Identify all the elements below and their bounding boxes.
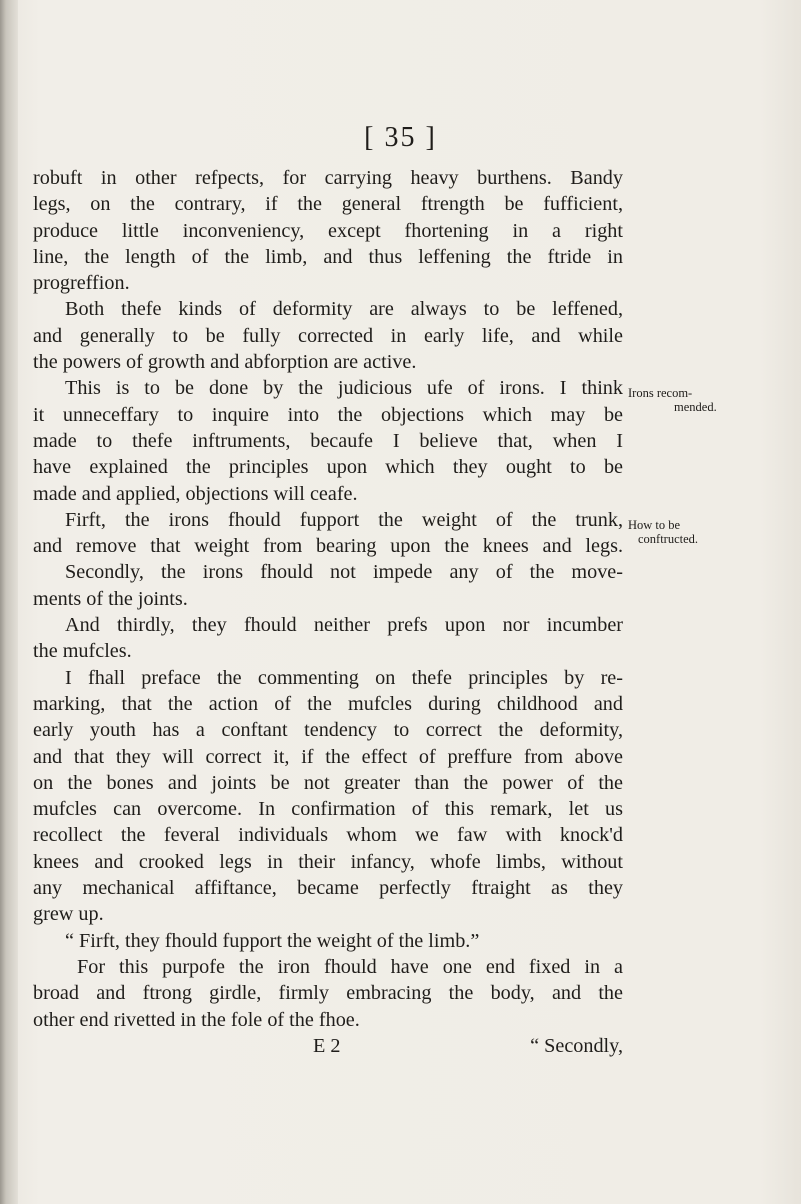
text-line: For this purpofe the iron fhould have one end fixed in a [77,955,623,978]
text-line: grew up. [33,903,104,926]
text-line: And thirdly, they fhould neither prefs upon nor incumber [65,614,623,637]
page-header: [ 35 ] [364,122,437,153]
catchword: “ Secondly, [530,1034,623,1057]
text-line: Both thefe kinds of deformity are always to be leffened, [65,298,623,321]
margin-note-line: Irons recom- [628,386,693,400]
text-line: any mechanical affiftance, became perfectly ftraight as they [33,877,623,900]
text-line: and generally to be fully corrected in early life, and while [33,324,623,347]
page-gutter [0,0,18,1204]
text-line: made and applied, objections will ceafe. [33,482,358,505]
page-footer-row [33,1033,623,1059]
text-line: and that they will correct it, if the effect of preffure from above [33,745,623,768]
text-line: on the bones and joints be not greater than the power of the [33,771,623,794]
body-text [33,165,623,1059]
text-line: legs, on the contrary, if the general ftrength be fufficient, [33,193,623,216]
margin-note-line: conftructed. [638,532,699,546]
text-line: recollect the feveral individuals whom we faw with knock'd [33,824,623,847]
text-line: early youth has a conftant tendency to correct the deformity, [33,719,623,742]
margin-note-line: mended. [674,400,717,414]
text-line: made to thefe inftruments, becaufe I believe that, when I [33,429,623,452]
text-line: ments of the joints. [33,587,188,610]
text-line: Firft, the irons fhould fupport the weight of the trunk, [65,508,623,531]
text-line: it unneceffary to inquire into the objections which may be [33,403,623,426]
margin-note-construction [628,518,798,546]
text-line: and remove that weight from bearing upon the knees and legs. [33,535,623,558]
text-line: marking, that the action of the mufcles during childhood and [33,692,623,715]
text-line: other end rivetted in the fole of the fhoe. [33,1008,360,1031]
signature-mark: E 2 [313,1034,341,1057]
text-line: line, the length of the limb, and thus leffening the ftride in [33,245,623,268]
text-line: mufcles can overcome. In confirmation of this remark, let us [33,798,623,821]
margin-note-irons [628,386,798,414]
margin-note-line: How to be [628,518,681,532]
text-line: the mufcles. [33,640,132,663]
text-line: progreffion. [33,272,130,295]
text-line: This is to be done by the judicious ufe of irons. I think [65,377,623,400]
text-line: produce little inconveniency, except fhortening in a right [33,219,623,242]
text-line: robuft in other refpects, for carrying heavy burthens. Bandy [33,167,623,189]
text-line: the powers of growth and abforption are active. [33,351,417,374]
text-line: knees and crooked legs in their infancy, whofe limbs, without [33,850,623,873]
text-line: “ Firft, they fhould fupport the weight of the limb.” [65,929,480,952]
text-line: broad and ftrong girdle, firmly embracing the body, and the [33,982,623,1005]
text-line: Secondly, the irons fhould not impede any of the move- [65,561,623,584]
text-line: have explained the principles upon which they ought to be [33,456,623,479]
text-line: I fhall preface the commenting on thefe principles by re- [65,666,623,689]
